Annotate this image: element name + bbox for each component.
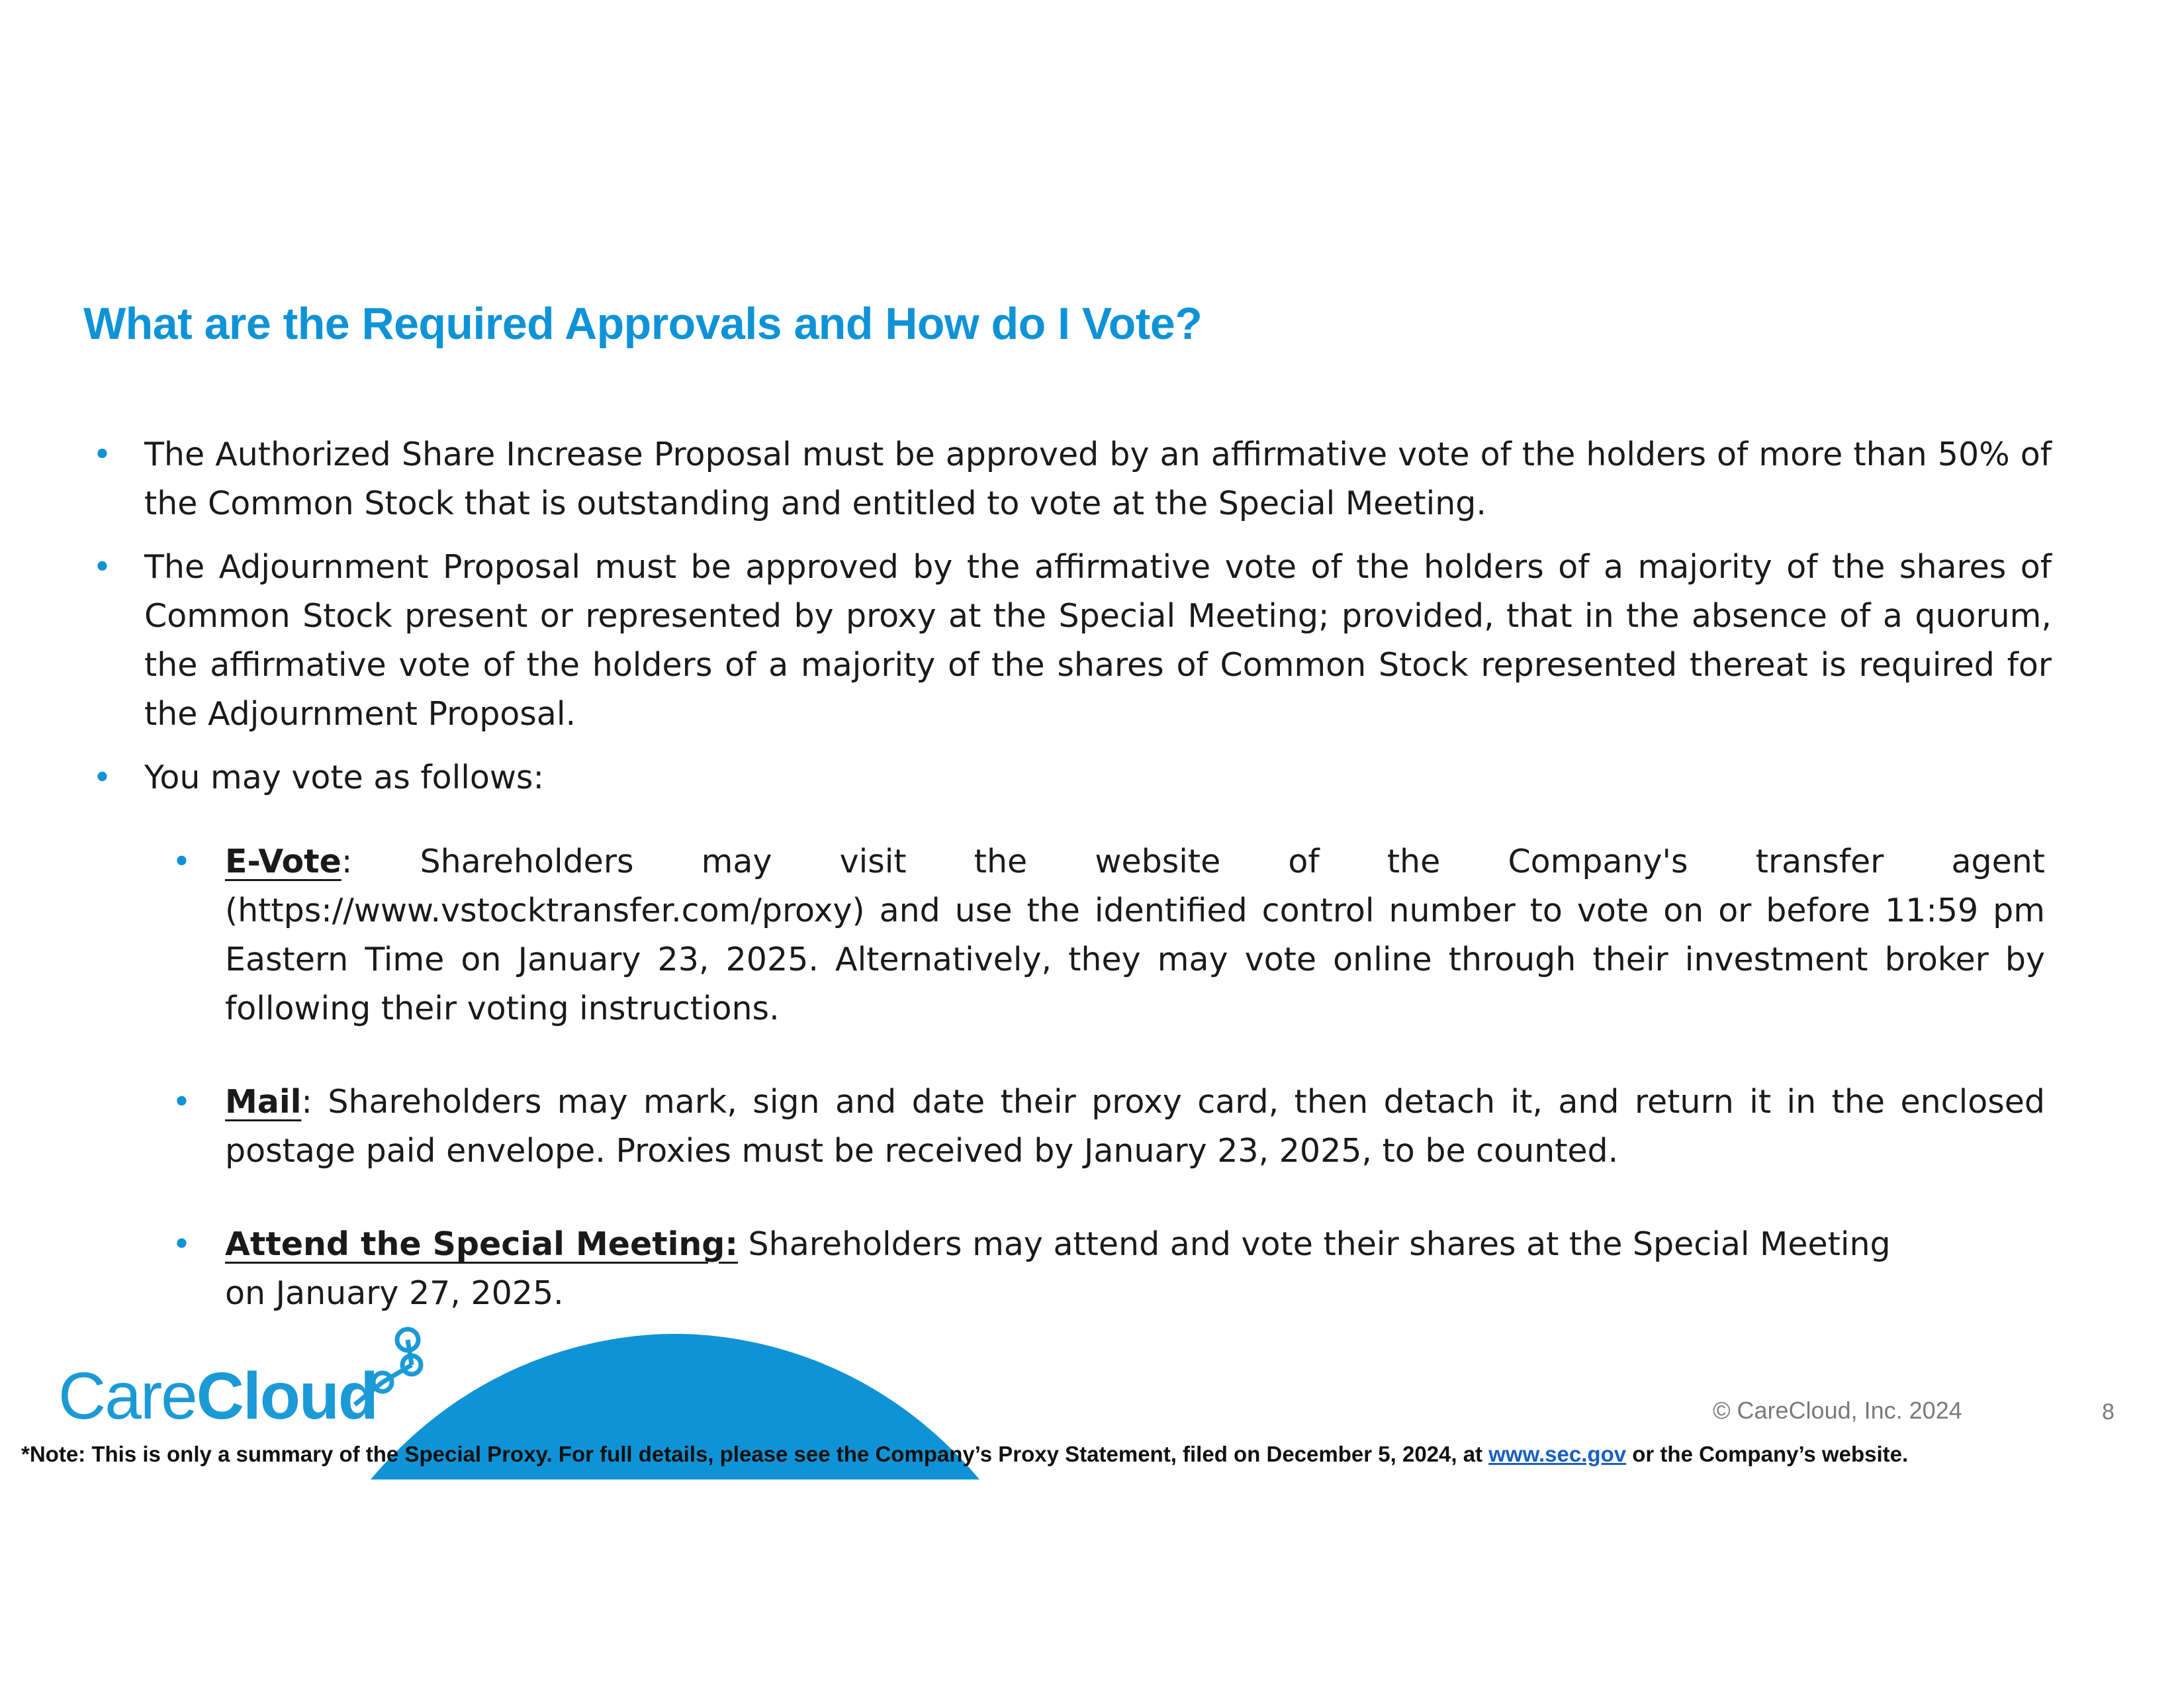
sub-bullet-mail [172,1078,2045,1176]
carecloud-logo [58,1324,409,1443]
bullet-item: • The Authorized Share Increase Proposal must be approved by an affirmative vote of the holders of more than 50% of the Common Stock that is outstanding and entitled to vote at the Special Meeting. [93,430,2052,528]
note-suffix: or the Company’s website. [1626,1442,1909,1466]
mail-label: Mail [225,1083,302,1121]
note-prefix: *Note: This is only a summary of the Special Proxy. For full details, please see the Company’s Proxy Statement, filed on December 5, 2024, at [21,1442,1489,1466]
attend-text-line1: Shareholders may attend and vote their shares at the Special Meeting [737,1225,1891,1263]
evote-text: : Shareholders may visit the website of the Company's transfer agent (https://www.vstocktransfer.com/proxy) and use the identified control number to vote on or before 11:59 pm Eastern Time on January 23, 2025. Alternatively, they may vote online through their investment broker by following their voting instructions. [225,843,2045,1027]
attend-text-line2: on January 27, 2025. [225,1274,564,1312]
sec-gov-link[interactable]: www.sec.gov [1488,1442,1627,1466]
bullet-list [93,430,2052,817]
page-number: 8 [2102,1399,2115,1425]
mail-text: : Shareholders may mark, sign and date their proxy card, then detach it, and return it in the enclosed postage paid envelope. Proxies must be received by January 23, 2025, to be counted. [225,1083,2045,1170]
sub-bullet-evote [172,837,2045,1033]
logo-text-cloud: Cloud [196,1359,378,1433]
footnote [21,1442,1908,1467]
copyright-text: © CareCloud, Inc. 2024 [1713,1397,1962,1424]
evote-label: E-Vote [225,843,341,880]
attend-label: Attend the Special Meeting: [225,1225,738,1263]
molecule-icon [343,1324,462,1417]
bullet-item: • The Adjournment Proposal must be approved by the affirmative vote of the holders of a majority of the shares of Common Stock present or represented by proxy at the Special Meeting; provided, that in the absence of a quorum, the affirmative vote of the holders of a majority of the shares of Common Stock represented thereat is required for the Adjournment Proposal. [93,543,2052,739]
sub-bullet-attend [172,1220,2045,1318]
bullet-item: • You may vote as follows: [93,753,2052,802]
logo-text-care: Care [58,1359,197,1433]
page-title: What are the Required Approvals and How do I Vote? [83,299,1203,349]
